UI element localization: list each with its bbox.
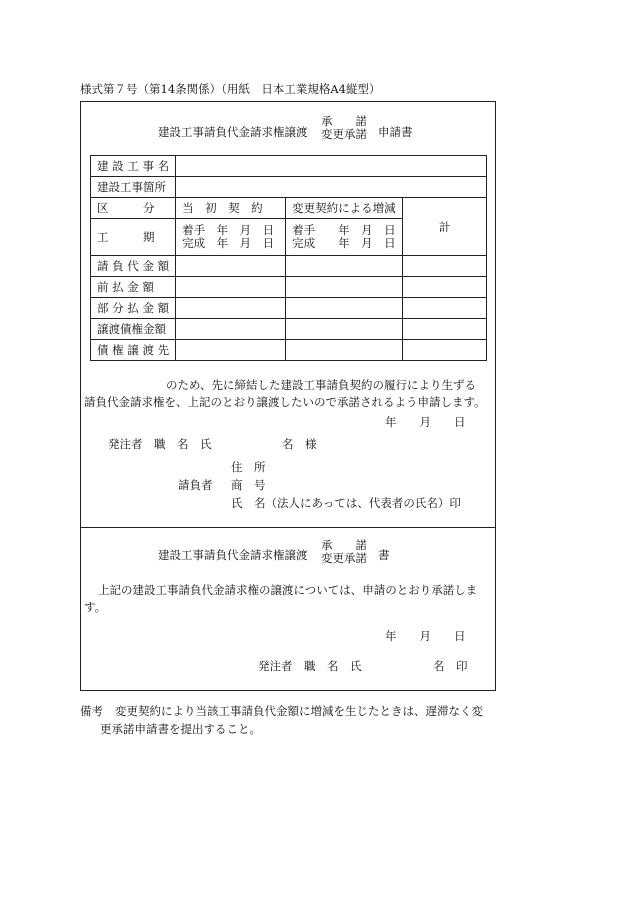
approval-text-line2: す。: [84, 600, 107, 614]
table-row: [91, 319, 487, 340]
orderer-honorific: 名 様: [282, 437, 317, 451]
table-row: [91, 298, 487, 319]
remarks-label: 備考: [80, 704, 103, 718]
contractor-trade-name: 商 号: [231, 478, 266, 492]
period-change-end: 完成 年 月 日: [292, 236, 396, 250]
approval-orderer-label: 発注者 職 名 氏: [258, 659, 362, 673]
row-label-period: 工 期: [91, 219, 176, 256]
contract-table: [90, 155, 487, 361]
period-initial-cell: [176, 219, 286, 256]
application-paragraph-line2: 請負代金請求権を、上記のとおり譲渡したいので承諾されるよう申請します。: [84, 395, 486, 409]
row-label-advance: 前 払 金 額: [91, 277, 176, 298]
application-paragraph-line1: のため、先に締結した建設工事請負契約の履行により生ずる: [166, 378, 477, 392]
section-divider: [80, 527, 496, 528]
row-label-project-name: 建 設 工 事 名: [91, 156, 176, 177]
approval-title-options: [321, 539, 367, 565]
approval-text-line1: 上記の建設工事請負代金請求権の譲渡については、申請のとおり承諾しま: [98, 583, 478, 597]
table-row: [91, 256, 487, 277]
row-label-project-place: 建設工事箇所: [91, 177, 176, 198]
table-row: [91, 156, 487, 177]
application-title-options: [321, 115, 367, 141]
row-label-assignee: 債 権 譲 渡 先: [91, 340, 176, 361]
table-row: [91, 277, 487, 298]
row-label-contract-amount: 請 負 代 金 額: [91, 256, 176, 277]
approval-title-suffix: 書: [378, 548, 390, 562]
application-title-suffix: 申請書: [378, 125, 413, 139]
approval-date: 年 月 日: [385, 629, 466, 643]
table-row: [91, 177, 487, 198]
period-change-cell: [286, 219, 403, 256]
application-title: 建設工事請負代金請求権譲渡: [158, 125, 308, 139]
option-consent: 承 諾: [321, 114, 367, 128]
period-change-start: 着手 年 月 日: [292, 223, 396, 237]
form-title: 様式第７号（第14条関係）（用紙 日本工業規格A4縦型）: [80, 82, 381, 96]
period-initial-end: 完成 年 月 日: [182, 236, 275, 250]
option-change-consent: 変更承諾: [321, 551, 367, 565]
header-change-contract: 変更契約による増減: [286, 198, 403, 219]
option-change-consent: 変更承諾: [321, 127, 367, 141]
row-label-partial: 部 分 払 金 額: [91, 298, 176, 319]
orderer-label: 発注者 職 名 氏: [108, 437, 212, 451]
header-initial-contract: 当 初 契 約: [176, 198, 286, 219]
row-label-claim-amount: 譲渡債権金額: [91, 319, 176, 340]
contractor-label: 請負者: [178, 478, 213, 492]
header-total: 計: [403, 198, 487, 256]
option-consent: 承 諾: [321, 538, 367, 552]
table-row: [91, 340, 487, 361]
header-category: 区 分: [91, 198, 176, 219]
approval-seal: 名 印: [433, 659, 468, 673]
period-initial-start: 着手 年 月 日: [182, 223, 275, 237]
project-name-cell: [176, 156, 487, 177]
approval-title: 建設工事請負代金請求権譲渡: [158, 548, 308, 562]
contractor-name: 氏 名（法人にあっては、代表者の氏名）印: [231, 496, 461, 510]
remarks-line2: 更承諾申請書を提出すること。: [100, 722, 261, 736]
table-row: [91, 198, 487, 219]
project-place-cell: [176, 177, 487, 198]
remarks-line1: 変更契約により当該工事請負代金額に増減を生じたときは、遅滞なく変: [115, 704, 483, 718]
contractor-address: 住 所: [231, 460, 266, 474]
application-date: 年 月 日: [385, 415, 466, 429]
